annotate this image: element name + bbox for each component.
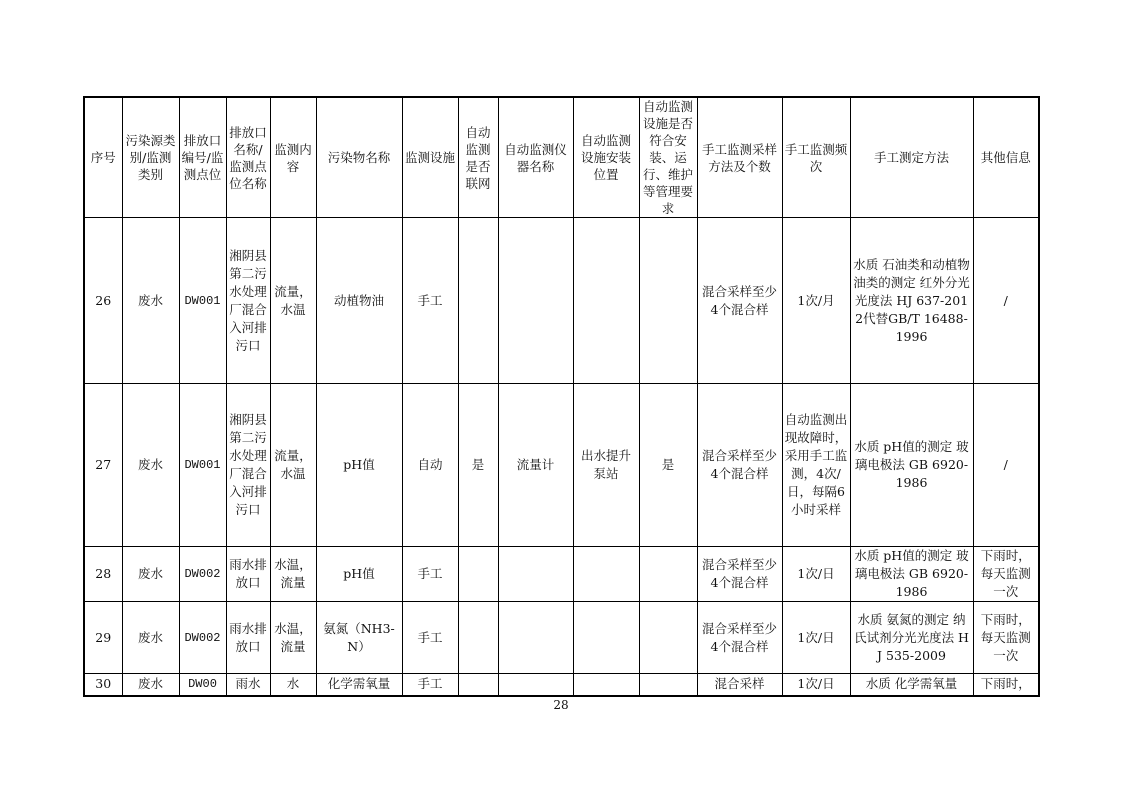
cell-method: 水质 石油类和动植物油类的测定 红外分光光度法 HJ 637-2012代替GB/T 16488-1996 <box>850 218 973 384</box>
cell-compliant <box>639 547 697 602</box>
cell-sampling: 混合采样至少4个混合样 <box>697 218 782 384</box>
header-cell: 序号 <box>84 97 122 218</box>
table-row <box>84 547 1039 602</box>
cell-compliant: 是 <box>639 384 697 547</box>
cell-sampling: 混合采样至少4个混合样 <box>697 384 782 547</box>
table-row <box>84 602 1039 674</box>
header-cell: 其他信息 <box>973 97 1039 218</box>
cell-networked <box>458 218 498 384</box>
cell-no: 28 <box>84 547 122 602</box>
cell-outlet-name: 雨水排放口 <box>226 547 270 602</box>
cell-facility: 自动 <box>402 384 458 547</box>
cell-compliant <box>639 602 697 674</box>
cell-content: 水 <box>270 674 316 696</box>
cell-networked <box>458 602 498 674</box>
cell-outlet-code: DW002 <box>179 602 226 674</box>
cell-pollutant: 动植物油 <box>316 218 402 384</box>
header-cell: 自动监测设施是否符合安装、运行、维护等管理要求 <box>639 97 697 218</box>
cell-networked <box>458 547 498 602</box>
header-cell: 监测设施 <box>402 97 458 218</box>
header-cell: 手工监测频次 <box>782 97 850 218</box>
cell-outlet-code: DW001 <box>179 218 226 384</box>
cell-outlet-name: 雨水排放口 <box>226 602 270 674</box>
cell-compliant <box>639 674 697 696</box>
header-cell: 手工测定方法 <box>850 97 973 218</box>
cell-no: 29 <box>84 602 122 674</box>
cell-category: 废水 <box>122 384 179 547</box>
cell-content: 流量，水温 <box>270 384 316 547</box>
cell-category: 废水 <box>122 547 179 602</box>
cell-location <box>573 547 639 602</box>
cell-no: 27 <box>84 384 122 547</box>
header-cell: 手工监测采样方法及个数 <box>697 97 782 218</box>
cell-outlet-code: DW00 <box>179 674 226 696</box>
cell-pollutant: 氨氮（NH3-N） <box>316 602 402 674</box>
page-number: 28 <box>553 698 569 712</box>
cell-facility: 手工 <box>402 674 458 696</box>
cell-outlet-name: 湘阴县第二污水处理厂混合入河排污口 <box>226 218 270 384</box>
cell-pollutant: pH值 <box>316 384 402 547</box>
cell-frequency: 1次/日 <box>782 547 850 602</box>
header-cell: 自动监测仪器名称 <box>498 97 573 218</box>
cell-frequency: 1次/日 <box>782 602 850 674</box>
cell-content: 水温，流量 <box>270 547 316 602</box>
cell-frequency: 自动监测出现故障时，采用手工监测，4次/日，每隔6小时采样 <box>782 384 850 547</box>
cell-other: 下雨时，每天监测一次 <box>973 547 1039 602</box>
cell-outlet-code: DW002 <box>179 547 226 602</box>
cell-method: 水质 pH值的测定 玻璃电极法 GB 6920-1986 <box>850 384 973 547</box>
cell-pollutant: 化学需氧量 <box>316 674 402 696</box>
cell-instrument <box>498 602 573 674</box>
cell-sampling: 混合采样 <box>697 674 782 696</box>
cell-outlet-name: 湘阴县第二污水处理厂混合入河排污口 <box>226 384 270 547</box>
cell-other: 下雨时， <box>973 674 1039 696</box>
cell-outlet-code: DW001 <box>179 384 226 547</box>
cell-other: / <box>973 218 1039 384</box>
header-row <box>84 97 1039 218</box>
cell-content: 水温，流量 <box>270 602 316 674</box>
cell-category: 废水 <box>122 218 179 384</box>
header-cell: 监测内容 <box>270 97 316 218</box>
header-cell: 污染物名称 <box>316 97 402 218</box>
cell-facility: 手工 <box>402 218 458 384</box>
cell-frequency: 1次/月 <box>782 218 850 384</box>
header-cell: 自动监测是否联网 <box>458 97 498 218</box>
cell-pollutant: pH值 <box>316 547 402 602</box>
cell-location <box>573 674 639 696</box>
cell-facility: 手工 <box>402 602 458 674</box>
cell-no: 26 <box>84 218 122 384</box>
header-cell: 排放口编号/监测点位 <box>179 97 226 218</box>
cell-compliant <box>639 218 697 384</box>
monitoring-table <box>83 96 1040 697</box>
table-row <box>84 674 1039 696</box>
cell-location: 出水提升泵站 <box>573 384 639 547</box>
cell-sampling: 混合采样至少4个混合样 <box>697 547 782 602</box>
cell-category: 废水 <box>122 602 179 674</box>
cell-category: 废水 <box>122 674 179 696</box>
header-cell: 污染源类别/监测类别 <box>122 97 179 218</box>
cell-instrument <box>498 547 573 602</box>
table-row <box>84 384 1039 547</box>
cell-location <box>573 602 639 674</box>
cell-instrument <box>498 674 573 696</box>
cell-sampling: 混合采样至少4个混合样 <box>697 602 782 674</box>
cell-method: 水质 氨氮的测定 纳氏试剂分光光度法 HJ 535-2009 <box>850 602 973 674</box>
header-cell: 排放口名称/监测点位名称 <box>226 97 270 218</box>
header-cell: 自动监测设施安装位置 <box>573 97 639 218</box>
cell-networked <box>458 674 498 696</box>
cell-other: / <box>973 384 1039 547</box>
table-row <box>84 218 1039 384</box>
cell-method: 水质 化学需氧量 <box>850 674 973 696</box>
cell-networked: 是 <box>458 384 498 547</box>
cell-method: 水质 pH值的测定 玻璃电极法 GB 6920-1986 <box>850 547 973 602</box>
cell-facility: 手工 <box>402 547 458 602</box>
cell-instrument: 流量计 <box>498 384 573 547</box>
cell-outlet-name: 雨水 <box>226 674 270 696</box>
cell-other: 下雨时，每天监测一次 <box>973 602 1039 674</box>
cell-frequency: 1次/日 <box>782 674 850 696</box>
cell-content: 流量，水温 <box>270 218 316 384</box>
cell-no: 30 <box>84 674 122 696</box>
cell-instrument <box>498 218 573 384</box>
cell-location <box>573 218 639 384</box>
